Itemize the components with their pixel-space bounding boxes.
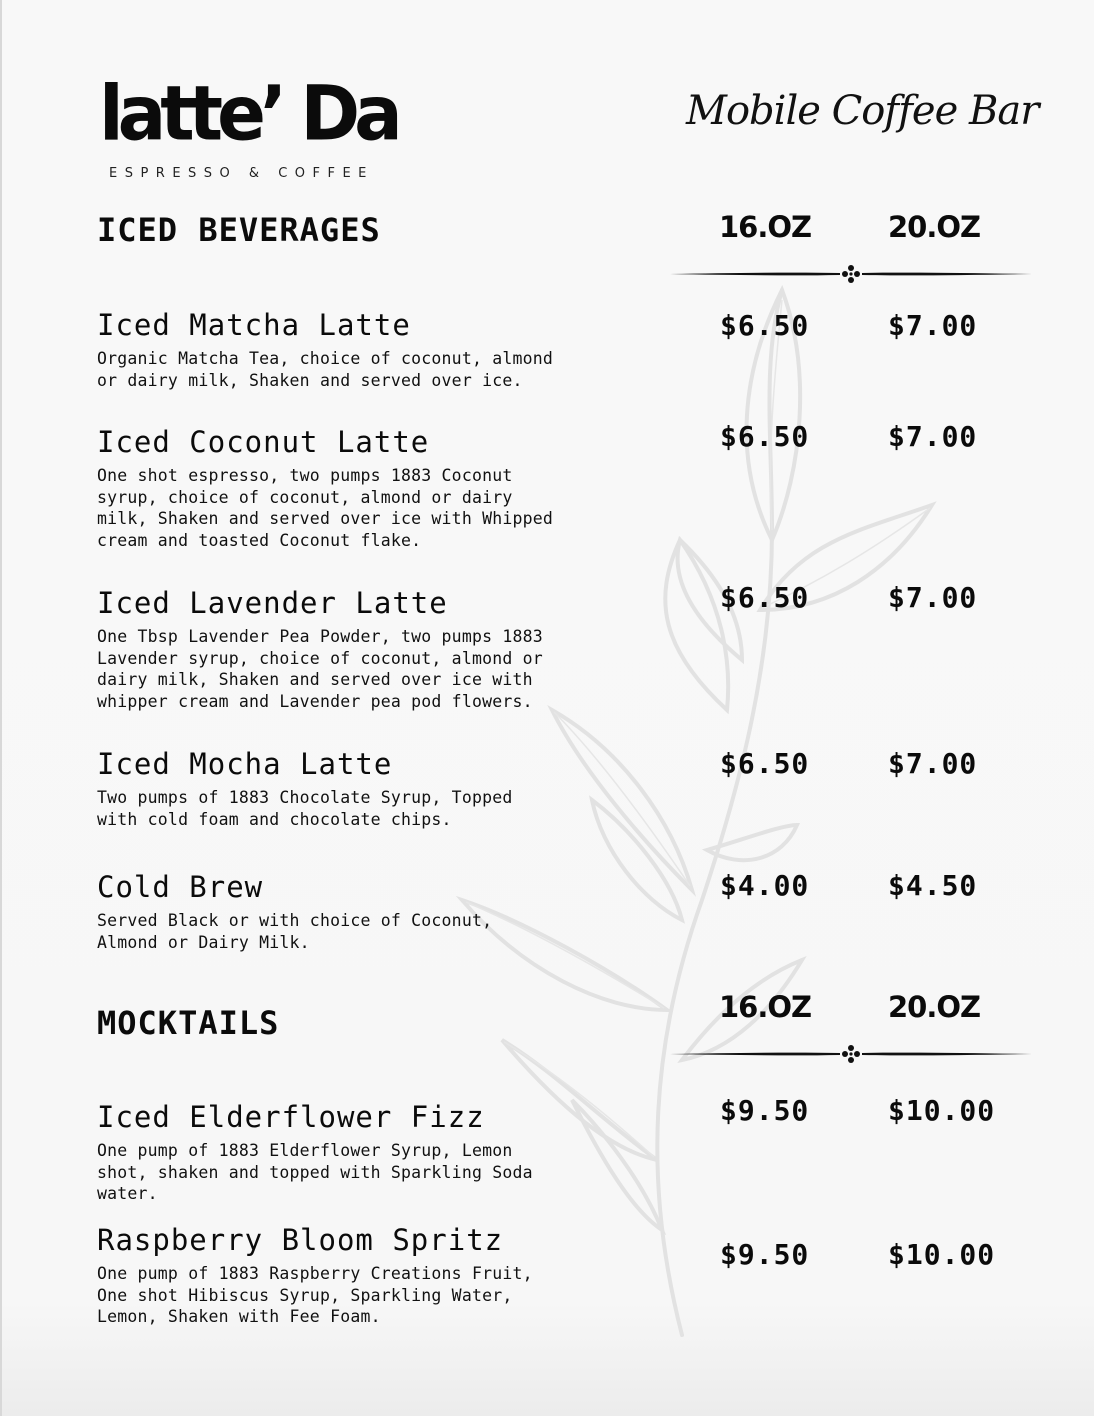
menu-item-price-20oz: $10.00 <box>888 1238 996 1271</box>
menu-item-desc: One Tbsp Lavender Pea Powder, two pumps 1883 Lavender syrup, choice of coconut, almond or dairy milk, Shaken and served over ice with whipper cream and Lavender pea pod flowers. <box>97 627 543 711</box>
size-label-20oz: 20.OZ <box>888 990 981 1024</box>
menu-item-name: Iced Elderflower Fizz <box>97 1100 485 1134</box>
ornamental-divider-icon <box>670 264 1032 284</box>
brand-name: latte’ Da <box>99 69 397 158</box>
menu-item-name: Iced Matcha Latte <box>97 308 411 342</box>
size-label-20oz: 20.OZ <box>888 210 981 244</box>
script-title: Mobile Coffee Bar <box>686 88 1039 134</box>
menu-item-desc: Two pumps of 1883 Chocolate Syrup, Topped with cold foam and chocolate chips. <box>97 788 513 829</box>
brand-tagline: ESPRESSO & COFFEE <box>109 166 374 181</box>
menu-item-price-16oz: $4.00 <box>720 869 810 902</box>
menu-item-price-16oz: $9.50 <box>720 1094 810 1127</box>
menu-item-price-20oz: $10.00 <box>888 1094 996 1127</box>
size-label-16oz: 16.OZ <box>719 990 812 1024</box>
section-title-mocktails: MOCKTAILS <box>97 1004 280 1042</box>
menu-item-desc: One pump of 1883 Elderflower Syrup, Lemon shot, shaken and topped with Sparkling Soda water. <box>97 1141 533 1203</box>
menu-item-price-16oz: $6.50 <box>720 747 810 780</box>
menu-item-name: Iced Mocha Latte <box>97 747 393 781</box>
menu-item-name: Raspberry Bloom Spritz <box>97 1223 504 1257</box>
brand-logo <box>99 66 397 181</box>
menu-item-price-20oz: $7.00 <box>888 309 978 342</box>
menu-item-name: Iced Coconut Latte <box>97 425 430 459</box>
menu-item-price-20oz: $7.00 <box>888 747 978 780</box>
section-title-iced-beverages: ICED BEVERAGES <box>97 211 381 249</box>
menu-item-price-16oz: $9.50 <box>720 1238 810 1271</box>
menu-item-price-20oz: $4.50 <box>888 869 978 902</box>
menu-item-desc: Served Black or with choice of Coconut, Almond or Dairy Milk. <box>97 911 493 952</box>
menu-item-price-20oz: $7.00 <box>888 581 978 614</box>
menu-item-desc: Organic Matcha Tea, choice of coconut, almond or dairy milk, Shaken and served over ice. <box>97 349 554 390</box>
menu-item-price-16oz: $6.50 <box>720 309 810 342</box>
size-label-16oz: 16.OZ <box>719 210 812 244</box>
ornamental-divider-icon <box>670 1044 1032 1064</box>
menu-item-price-16oz: $6.50 <box>720 581 810 614</box>
menu-item-price-20oz: $7.00 <box>888 420 978 453</box>
menu-item-name: Cold Brew <box>97 870 264 904</box>
menu-item-price-16oz: $6.50 <box>720 420 810 453</box>
menu-item-desc: One pump of 1883 Raspberry Creations Fruit, One shot Hibiscus Syrup, Sparkling Water, Lemon, Shaken with Fee Foam. <box>97 1264 533 1326</box>
menu-item-name: Iced Lavender Latte <box>97 586 448 620</box>
menu-item-desc: One shot espresso, two pumps 1883 Coconut syrup, choice of coconut, almond or dairy milk, Shaken and served over ice with Whipped cream and toasted Coconut flake. <box>97 466 554 550</box>
